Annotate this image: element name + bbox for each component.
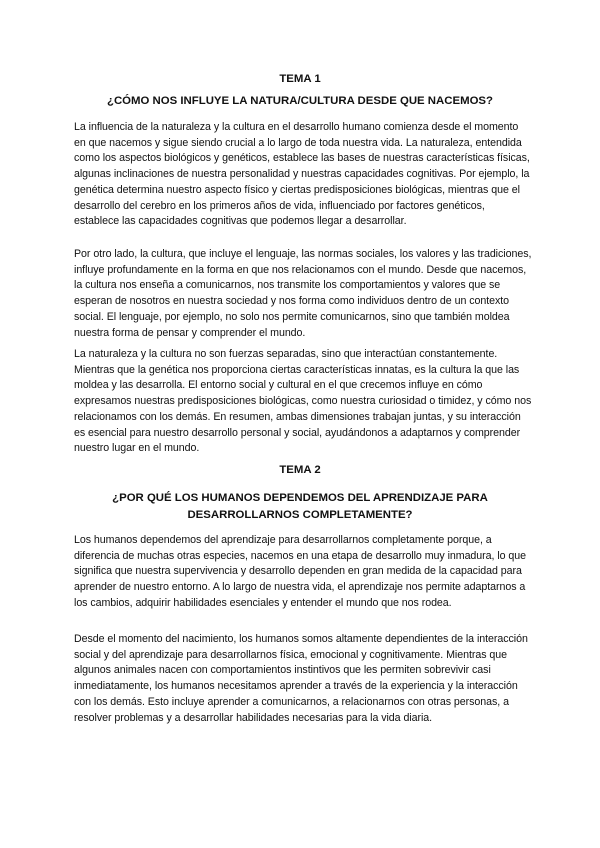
tema2-paragraph-1: Los humanos dependemos del aprendizaje para desarrollarnos completamente porque, a diferencia de muchas otras especies, nacemos en una etapa de desarrollo muy inmadura, lo que significa que nuestra supervivencia y desarrollo dependen en gran medida de la capacidad para aprender de nuestro entorno. A lo largo de nuestra vida, el aprendizaje nos permite adaptarnos a los cambios, adquirir habilidades esenciales y entender el mundo que nos rodea. (74, 534, 527, 609)
tema1-paragraph-3: La naturaleza y la cultura no son fuerzas separadas, sino que interactúan constantemente. Mientras que la genética nos proporciona ciertas características innatas, es la cultura la que las moldea y las desarrolla. El entorno social y cultural en el que crecemos influye en cómo expresamos nuestras predisposiciones biológicas, como nuestra curiosidad o timidez, y cómo nos relacionamos con los demás. En resumen, ambas dimensiones trabajan juntas, y su interacción es esencial para nuestro desarrollo personal y social, ayudándonos a adaptarnos y comprender nuestro lugar en el mundo. (74, 348, 532, 455)
tema1-paragraph-2: Por otro lado, la cultura, que incluye el lenguaje, las normas sociales, los valores y las tradiciones, influye profundamente en la forma en que nos relacionamos con el mundo. Desde que nacemos, la cultura nos enseña a comunicarnos, nos transmite los comportamientos y valores que se esperan de nosotros en nuestra sociedad y nos forma como individuos dentro de un contexto social. El lenguaje, por ejemplo, no solo nos permite comunicarnos, sino que también moldea nuestra forma de pensar y comprender el mundo. (74, 248, 532, 339)
tema1-paragraph-1: La influencia de la naturaleza y la cultura en el desarrollo humano comienza desde el momento en que nacemos y sigue siendo crucial a lo largo de toda nuestra vida. La naturaleza, entendida como los aspectos biológicos y genéticos, establece las bases de nuestras características físicas, algunas inclinaciones de nuestra personalidad y nuestras capacidades cognitivas. Por ejemplo, la genética determina nuestro aspecto físico y ciertas predisposiciones biológicas, mientras que el desarrollo del cerebro en los primeros años de vida, influenciado por factores genéticos, establece las capacidades cognitivas que podemos llegar a desarrollar. (74, 121, 530, 228)
tema1-question: ¿CÓMO NOS INFLUYE LA NATURA/CULTURA DESDE QUE NACEMOS? (106, 95, 493, 107)
tema2-question-line-2: DESARROLLARNOS COMPLETAMENTE? (187, 509, 413, 521)
tema2-question-line-1: ¿POR QUÉ LOS HUMANOS DEPENDEMOS DEL APRENDIZAJE PARA (112, 492, 488, 504)
tema2-paragraph-2: Desde el momento del nacimiento, los humanos somos altamente dependientes de la interacción social y del aprendizaje para desarrollarnos física, emocional y cognitivamente. Mientras que algunos animales nacen con comportamientos instintivos que les permiten sobrevivir casi inmediatamente, los humanos necesitamos aprender a través de la experiencia y la interacción con los demás. Esto incluye aprender a comunicarnos, a relacionarnos con otras personas, a resolver problemas y a desarrollar habilidades necesarias para la vida diaria. (74, 633, 528, 724)
tema2-label: TEMA 2 (279, 464, 321, 476)
tema1-label: TEMA 1 (279, 73, 321, 85)
